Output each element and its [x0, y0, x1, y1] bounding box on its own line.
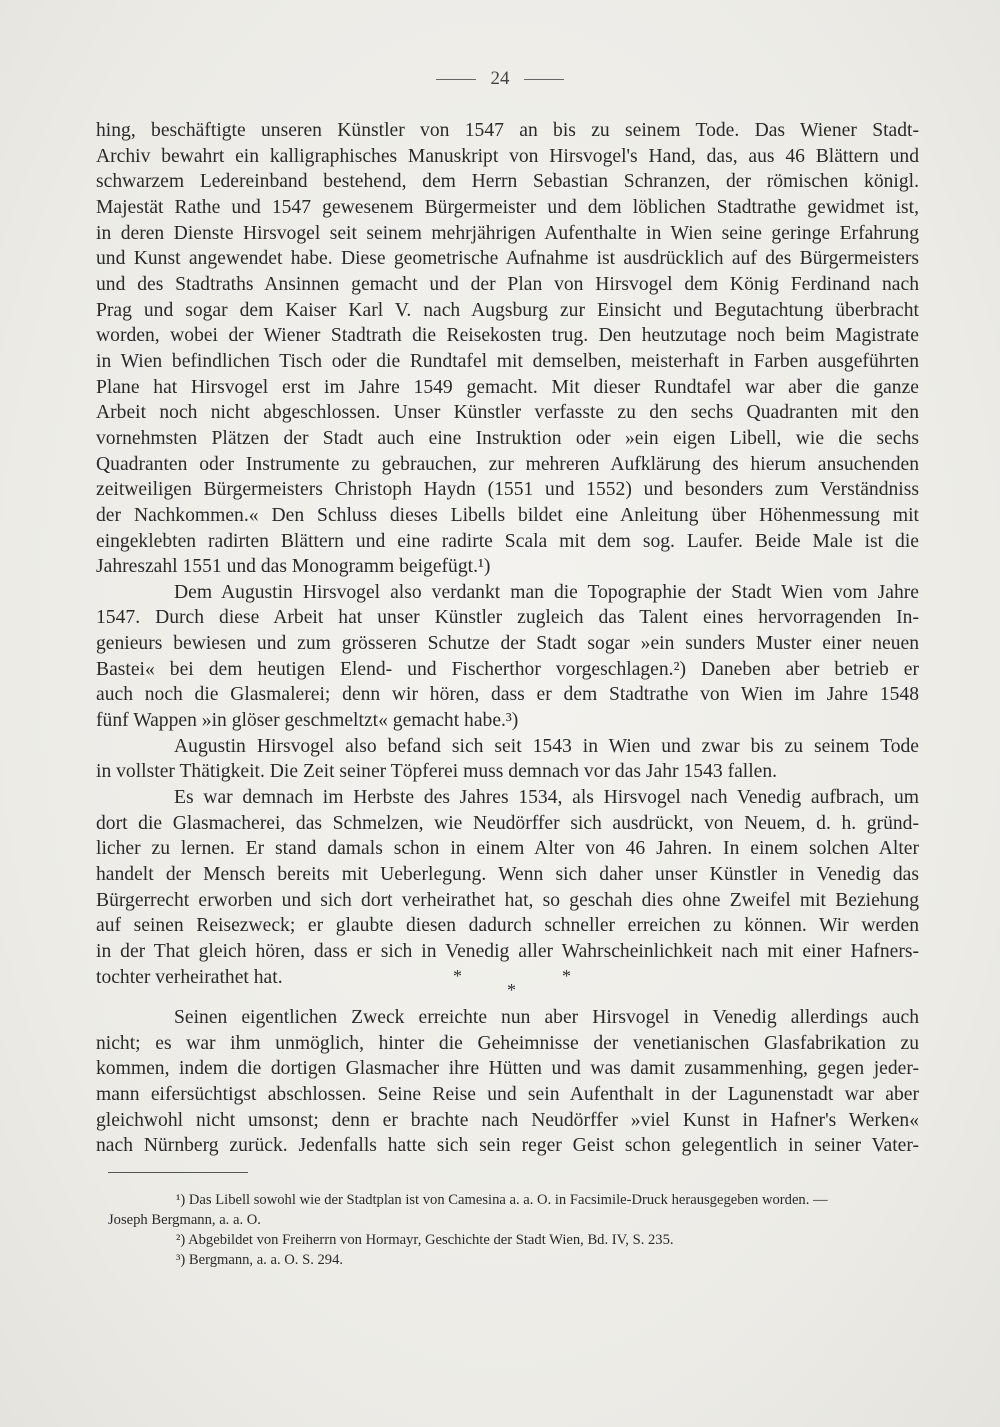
text-line: Quadranten oder Instrumente zu gebrauchen, zur mehreren Aufklärung des hierum ansuchenden	[96, 453, 919, 475]
text-line: fünf Wappen »in glöser geschmeltzt« gemacht habe.³)	[96, 710, 519, 732]
footnote-1-continued: Joseph Bergmann, a. a. O.	[108, 1212, 261, 1228]
text-line: eingeklebten radirten Blättern und eine radirte Scala mit dem sog. Laufer. Beide Male ist die	[96, 530, 919, 552]
text-line: Seinen eigentlichen Zweck erreichte nun aber Hirsvogel in Venedig allerdings auch	[174, 1007, 919, 1028]
section-separator	[0, 962, 1000, 998]
text-line: Arbeit noch nicht abgeschlossen. Unser Künstler verfasste zu den sechs Quadranten mit den	[96, 402, 919, 424]
text-line: in der That gleich hören, dass er sich in Venedig aller Wahrscheinlichkeit nach mit einer Hafners-	[96, 941, 919, 962]
text-line: Bastei« bei dem heutigen Elend- und Fischerthor vorgeschlagen.²) Daneben aber betrieb er	[96, 658, 919, 680]
text-line: gleichwohl nicht umsonst; denn er brachte nach Neudörffer »viel Kunst in Hafner's Werken«	[96, 1109, 919, 1131]
footnotes	[108, 1190, 920, 1270]
text-line: nicht; es war ihm unmöglich, hinter die Geheimnisse der venetianischen Glasfabrikation zu	[96, 1032, 919, 1054]
body-text	[96, 118, 919, 990]
header-rule-left	[436, 79, 476, 80]
separator-star: *	[453, 966, 462, 986]
text-line: und des Stadtraths Ansinnen gemacht und der Plan von Hirsvogel dem König Ferdinand nach	[96, 273, 919, 295]
text-line: Augustin Hirsvogel also befand sich seit 1543 in Wien und zwar bis zu seinem Tode	[174, 735, 919, 757]
footnote-3: ³) Bergmann, a. a. O. S. 294.	[176, 1252, 344, 1268]
text-line: auch noch die Glasmalerei; denn wir hören, dass er dem Stadtrathe von Wien im Jahre 1548	[96, 684, 919, 706]
text-line: Majestät Rathe und 1547 gewesenem Bürgermeister und dem löblichen Stadtrathe gewidmet ist,	[96, 196, 919, 218]
text-line: Bürgerrecht erworben und sich dort verheirathet hat, so geschah dies ohne Zweifel mit Beziehung	[96, 889, 919, 911]
text-line: tochter verheirathet hat.	[96, 966, 283, 988]
text-line: dort die Glasmacherei, das Schmelzen, wie Neudörffer sich ausdrückt, von Neuem, d. h. gründ-	[96, 812, 919, 834]
text-line: Jahreszahl 1551 und das Monogramm beigefügt.¹)	[96, 556, 491, 578]
header-rule-right	[524, 79, 564, 80]
text-line: nach Nürnberg zurück. Jedenfalls hatte sich sein reger Geist schon gelegentlich in seiner Vater-	[96, 1135, 919, 1157]
text-line: schwarzem Ledereinband bestehend, dem Herrn Sebastian Schranzen, der römischen königl.	[96, 171, 919, 193]
text-line: Archiv bewahrt ein kalligraphisches Manuskript von Hirsvogel's Hand, das, aus 46 Blättern und	[96, 145, 919, 167]
text-line: licher zu lernen. Er stand damals schon in einem Alter von 46 Jahren. In einem solchen Alter	[96, 838, 919, 860]
separator-star: *	[562, 966, 571, 986]
text-line: 1547. Durch diese Arbeit hat unser Künstler zugleich das Talent eines hervorragenden In-	[96, 607, 919, 629]
text-line: handelt der Mensch bereits mit Ueberlegung. Wenn sich daher unser Künstler in Venedig das	[96, 864, 919, 886]
body-text-continued	[96, 1005, 919, 1159]
text-line: hing, beschäftigte unseren Künstler von 1547 an bis zu seinem Tode. Das Wiener Stadt-	[96, 120, 919, 141]
text-line: in Wien befindlichen Tisch oder die Rundtafel mit demselben, meisterhaft in Farben ausgeführten	[96, 350, 919, 372]
footnote-2: ²) Abgebildet von Freiherrn von Hormayr, Geschichte der Stadt Wien, Bd. IV, S. 235.	[176, 1232, 674, 1248]
text-line: kommen, indem die dortigen Glasmacher ihre Hütten und was damit zusammenhing, gegen jeder-	[96, 1058, 919, 1080]
text-line: zeitweiligen Bürgermeisters Christoph Haydn (1551 und 1552) und besonders zum Verständniss	[96, 479, 919, 501]
text-line: mann eifersüchtigst abschlossen. Seine Reise und sein Aufenthalt in der Lagunenstadt war aber	[96, 1083, 919, 1105]
text-line: auf seinen Reisezweck; er glaubte diesen dadurch schneller erreichen zu können. Wir werden	[96, 915, 919, 937]
text-line: in vollster Thätigkeit. Die Zeit seiner Töpferei muss demnach vor das Jahr 1543 fallen.	[96, 761, 778, 783]
text-line: Es war demnach im Herbste des Jahres 1534, als Hirsvogel nach Venedig aufbrach, um	[174, 787, 919, 809]
text-line: Plane hat Hirsvogel erst im Jahre 1549 gemacht. Mit dieser Rundtafel war aber die ganze	[96, 376, 919, 398]
text-line: vornehmsten Plätzen der Stadt auch eine Instruktion oder »ein eigen Libell, wie die sechs	[96, 427, 919, 449]
footnote-rule	[108, 1172, 248, 1173]
page-header	[0, 68, 1000, 90]
text-line: Dem Augustin Hirsvogel also verdankt man die Topographie der Stadt Wien vom Jahre	[174, 581, 919, 603]
text-line: genieurs bewiesen und zum grösseren Schutze der Stadt sogar »ein sunders Muster einer neuen	[96, 633, 919, 655]
text-line: und Kunst angewendet habe. Diese geometrische Aufnahme ist ausdrücklich auf des Bürgermeisters	[96, 248, 919, 270]
text-line: der Nachkommen.« Den Schluss dieses Libells bildet eine Anleitung über Höhenmessung mit	[96, 504, 919, 526]
text-line: worden, wobei der Wiener Stadtrath die Reisekosten trug. Den heutzutage noch beim Magistrate	[96, 325, 919, 347]
footnote-1: ¹) Das Libell sowohl wie der Stadtplan ist von Camesina a. a. O. in Facsimile-Druck herausgegeben worden. —	[176, 1192, 828, 1208]
text-line: in deren Dienste Hirsvogel seit seinem mehrjährigen Aufenthalte in Wien seine geringe Erfahrung	[96, 222, 919, 244]
separator-star: *	[507, 980, 516, 1000]
text-line: Prag und sogar dem Kaiser Karl V. nach Augsburg zur Einsicht und Begutachtung überbracht	[96, 299, 919, 321]
page-number: 24	[490, 68, 510, 89]
